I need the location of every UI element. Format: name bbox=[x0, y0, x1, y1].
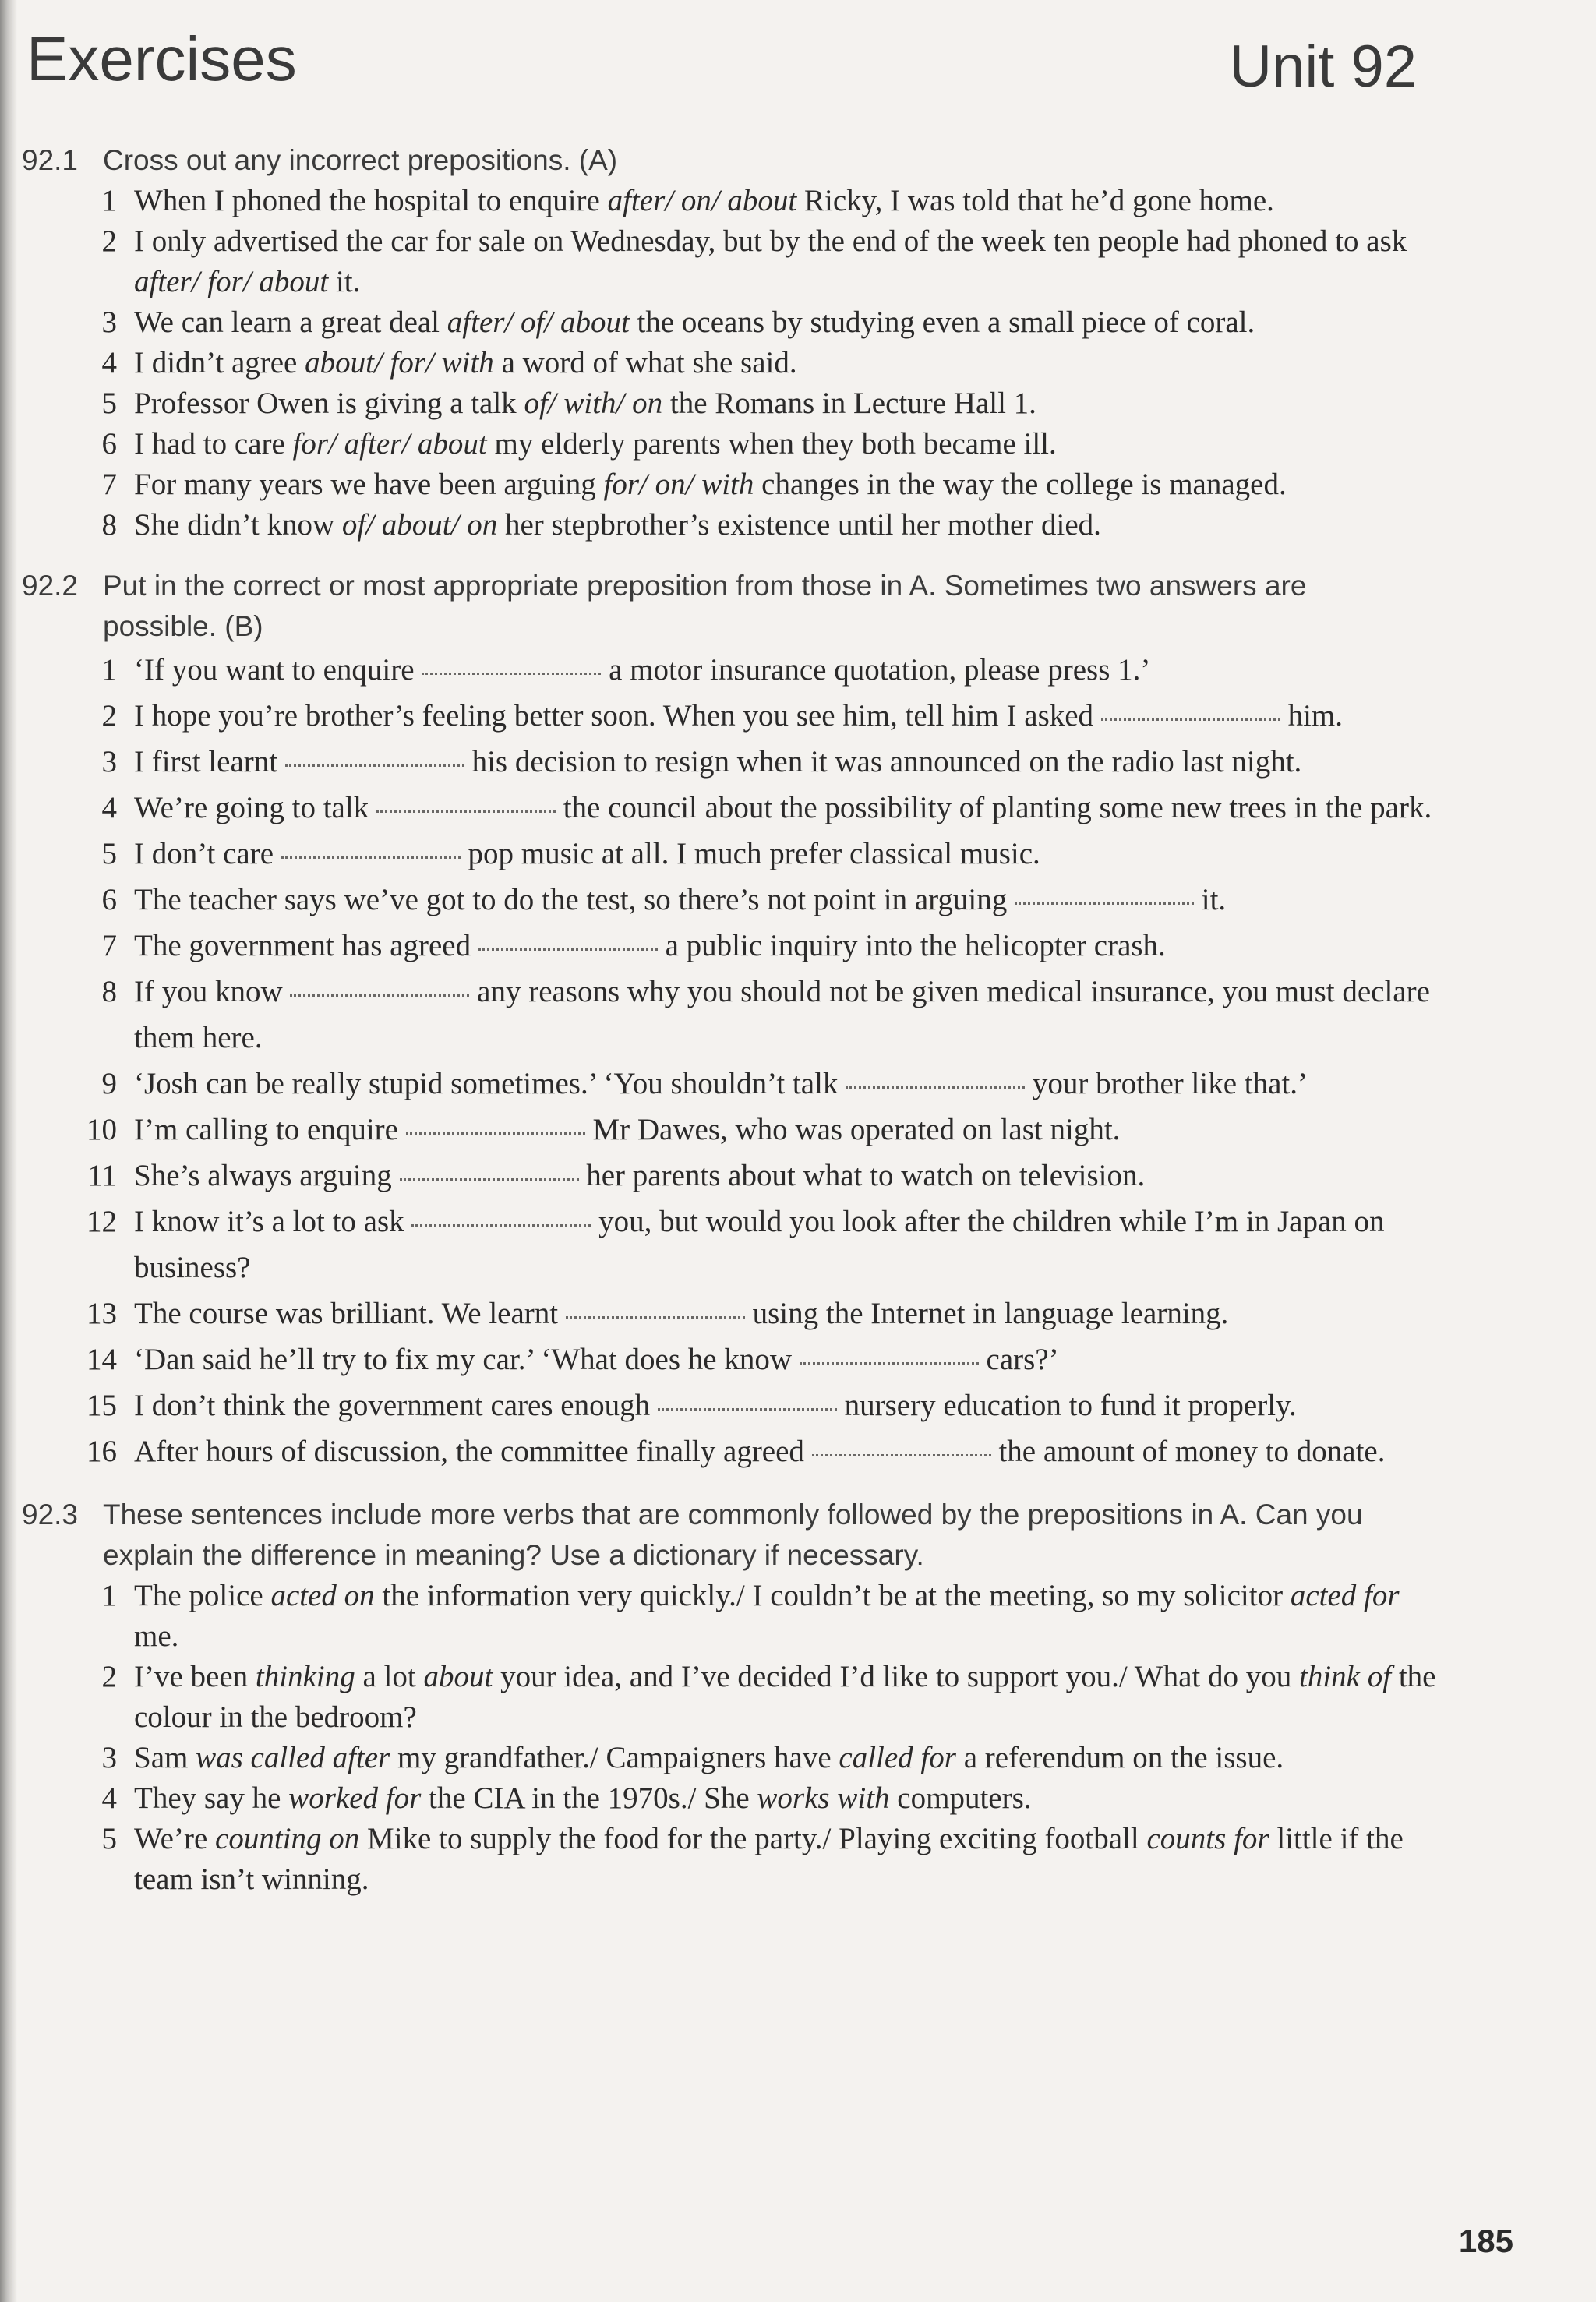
answer-blank[interactable] bbox=[846, 1086, 1025, 1089]
item-text: I’m calling to enquire Mr Dawes, who was operated on last night. bbox=[134, 1113, 1121, 1146]
answer-blank[interactable] bbox=[290, 994, 469, 997]
exercise-item bbox=[0, 739, 1481, 785]
exercise-instruction: Cross out any incorrect prepositions. (A) bbox=[103, 144, 618, 176]
item-number: 8 bbox=[101, 508, 117, 542]
exercise-heading bbox=[0, 140, 1481, 181]
item-text: Professor Owen is giving a talk of/ with/ on the Romans in Lecture Hall 1. bbox=[134, 387, 1036, 420]
exercise-item bbox=[0, 1382, 1481, 1428]
exercise-item bbox=[0, 1061, 1481, 1107]
item-text: I’ve been thinking a lot about your idea, and I’ve decided I’d like to support you./ What do you think of the colour in the bedroom? bbox=[134, 1660, 1436, 1734]
item-text: They say he worked for the CIA in the 1970s./ She works with computers. bbox=[134, 1781, 1032, 1815]
exercise-item bbox=[0, 343, 1481, 383]
exercise-item bbox=[0, 302, 1481, 343]
item-text: I don’t think the government cares enough nursery education to fund it properly. bbox=[134, 1389, 1297, 1422]
item-number: 13 bbox=[87, 1297, 117, 1330]
exercise-heading bbox=[0, 1495, 1481, 1576]
item-number: 7 bbox=[101, 929, 117, 962]
item-number: 5 bbox=[101, 387, 117, 420]
item-number: 9 bbox=[101, 1067, 117, 1100]
item-number: 16 bbox=[87, 1435, 117, 1468]
exercise-item bbox=[0, 505, 1481, 545]
exercise-items bbox=[0, 1576, 1481, 1900]
answer-blank[interactable] bbox=[478, 948, 658, 951]
item-text: ‘Josh can be really stupid sometimes.’ ‘You shouldn’t talk your brother like that.’ bbox=[134, 1067, 1308, 1100]
answer-blank[interactable] bbox=[400, 1177, 579, 1181]
italic-phrase: after/ for/ about bbox=[134, 265, 329, 298]
item-text: The government has agreed a public inquiry into the helicopter crash. bbox=[134, 929, 1166, 962]
exercise-item bbox=[0, 424, 1481, 464]
exercise-instruction: Put in the correct or most appropriate preposition from those in A. Sometimes two answers are possible. (B) bbox=[103, 570, 1307, 642]
item-text: She’s always arguing her parents about what to watch on television. bbox=[134, 1159, 1146, 1192]
answer-blank[interactable] bbox=[281, 856, 461, 859]
italic-phrase: after/ of/ about bbox=[447, 305, 630, 339]
item-text: After hours of discussion, the committee finally agreed the amount of money to donate. bbox=[134, 1435, 1386, 1468]
item-text: I only advertised the car for sale on Wednesday, but by the end of the week ten people had phoned to ask after/ for/ about it. bbox=[134, 224, 1407, 298]
italic-phrase: was called after bbox=[196, 1741, 390, 1774]
answer-blank[interactable] bbox=[376, 810, 556, 813]
page-number: 185 bbox=[1458, 2223, 1513, 2259]
item-text: We can learn a great deal after/ of/ about the oceans by studying even a small piece of coral. bbox=[134, 305, 1255, 339]
page-header bbox=[0, 0, 1596, 109]
exercise-item bbox=[0, 1778, 1481, 1819]
answer-blank[interactable] bbox=[658, 1407, 837, 1411]
exercise-item bbox=[0, 1576, 1481, 1657]
exercise-92-3 bbox=[0, 1495, 1481, 1900]
exercise-item bbox=[0, 1199, 1481, 1290]
italic-phrase: called for bbox=[839, 1741, 956, 1774]
exercise-item bbox=[0, 693, 1481, 739]
italic-phrase: for/ on/ with bbox=[603, 468, 754, 501]
item-text: The teacher says we’ve got to do the test, so there’s not point in arguing it. bbox=[134, 883, 1227, 916]
exercise-number: 92.2 bbox=[22, 570, 79, 602]
item-number: 8 bbox=[101, 975, 117, 1008]
item-text: For many years we have been arguing for/ on/ with changes in the way the college is managed. bbox=[134, 468, 1287, 501]
italic-phrase: of/ with/ on bbox=[524, 387, 663, 420]
exercise-item bbox=[0, 1657, 1481, 1738]
item-text: ‘Dan said he’ll try to fix my car.’ ‘What does he know cars?’ bbox=[134, 1343, 1059, 1376]
exercise-item bbox=[0, 221, 1481, 302]
item-text: When I phoned the hospital to enquire after/ on/ about Ricky, I was told that he’d gone home. bbox=[134, 184, 1274, 217]
italic-phrase: after/ on/ about bbox=[607, 184, 797, 217]
item-number: 3 bbox=[101, 745, 117, 779]
item-text: Sam was called after my grandfather./ Campaigners have called for a referendum on the issue. bbox=[134, 1741, 1284, 1774]
exercise-content bbox=[0, 140, 1481, 1920]
italic-phrase: acted for bbox=[1290, 1579, 1400, 1612]
item-number: 7 bbox=[101, 468, 117, 501]
item-number: 3 bbox=[101, 305, 117, 339]
exercise-items bbox=[0, 181, 1481, 545]
answer-blank[interactable] bbox=[1015, 902, 1194, 905]
item-number: 12 bbox=[87, 1205, 117, 1238]
italic-phrase: worked for bbox=[288, 1781, 422, 1815]
item-number: 2 bbox=[101, 224, 117, 258]
answer-blank[interactable] bbox=[800, 1361, 979, 1365]
italic-phrase: of/ about/ on bbox=[341, 508, 498, 542]
item-number: 6 bbox=[101, 427, 117, 461]
answer-blank[interactable] bbox=[1101, 718, 1280, 721]
exercise-92-1 bbox=[0, 140, 1481, 545]
exercise-item bbox=[0, 1290, 1481, 1336]
item-number: 4 bbox=[101, 791, 117, 824]
item-number: 10 bbox=[87, 1113, 117, 1146]
exercise-item bbox=[0, 647, 1481, 693]
item-number: 4 bbox=[101, 346, 117, 380]
exercise-items bbox=[0, 647, 1481, 1474]
unit-label: Unit 92 bbox=[1229, 34, 1417, 100]
italic-phrase: counting on bbox=[215, 1822, 360, 1855]
exercise-item bbox=[0, 464, 1481, 505]
exercise-item bbox=[0, 785, 1481, 831]
item-text: The course was brilliant. We learnt using the Internet in language learning. bbox=[134, 1297, 1229, 1330]
exercise-heading bbox=[0, 566, 1481, 647]
item-text: She didn’t know of/ about/ on her stepbrother’s existence until her mother died. bbox=[134, 508, 1101, 542]
answer-blank[interactable] bbox=[422, 672, 601, 675]
item-text: If you know any reasons why you should not be given medical insurance, you must declare them here. bbox=[134, 975, 1430, 1054]
exercise-item bbox=[0, 831, 1481, 877]
item-number: 1 bbox=[101, 1579, 117, 1612]
italic-phrase: for/ after/ about bbox=[292, 427, 487, 461]
item-text: I don’t care pop music at all. I much prefer classical music. bbox=[134, 837, 1040, 870]
item-text: I first learnt his decision to resign when it was announced on the radio last night. bbox=[134, 745, 1302, 779]
exercise-item bbox=[0, 1153, 1481, 1199]
item-number: 5 bbox=[101, 1822, 117, 1855]
exercise-item bbox=[0, 1819, 1481, 1900]
exercise-item bbox=[0, 1336, 1481, 1382]
answer-blank[interactable] bbox=[566, 1315, 745, 1319]
exercise-item bbox=[0, 969, 1481, 1061]
exercise-item bbox=[0, 383, 1481, 424]
answer-blank[interactable] bbox=[285, 764, 464, 767]
answer-blank[interactable] bbox=[406, 1132, 585, 1135]
exercise-item bbox=[0, 877, 1481, 923]
item-number: 14 bbox=[87, 1343, 117, 1376]
exercise-instruction: These sentences include more verbs that are commonly followed by the prepositions in A. Can you explain the difference in meaning? Use a dictionary if necessary. bbox=[103, 1499, 1363, 1571]
item-number: 1 bbox=[101, 184, 117, 217]
page-title: Exercises bbox=[26, 24, 297, 94]
item-number: 6 bbox=[101, 883, 117, 916]
exercise-item bbox=[0, 181, 1481, 221]
item-text: I hope you’re brother’s feeling better soon. When you see him, tell him I asked him. bbox=[134, 699, 1343, 733]
italic-phrase: counts for bbox=[1146, 1822, 1269, 1855]
item-text: ‘If you want to enquire a motor insurance quotation, please press 1.’ bbox=[134, 653, 1151, 687]
italic-phrase: thinking bbox=[255, 1660, 355, 1693]
item-text: I had to care for/ after/ about my elderly parents when they both became ill. bbox=[134, 427, 1057, 461]
italic-phrase: think of bbox=[1299, 1660, 1392, 1693]
exercise-number: 92.1 bbox=[22, 144, 79, 176]
item-number: 11 bbox=[87, 1159, 117, 1192]
item-number: 5 bbox=[101, 837, 117, 870]
exercise-92-2 bbox=[0, 566, 1481, 1474]
item-text: I didn’t agree about/ for/ with a word of what she said. bbox=[134, 346, 797, 380]
item-text: I know it’s a lot to ask you, but would you look after the children while I’m in Japan on business? bbox=[134, 1205, 1385, 1284]
item-number: 2 bbox=[101, 1660, 117, 1693]
item-number: 1 bbox=[101, 653, 117, 687]
exercise-item bbox=[0, 1738, 1481, 1778]
italic-phrase: about/ for/ with bbox=[305, 346, 494, 380]
item-text: The police acted on the information very quickly./ I couldn’t be at the meeting, so my solicitor acted for me. bbox=[134, 1579, 1400, 1653]
italic-phrase: works with bbox=[757, 1781, 890, 1815]
exercise-item bbox=[0, 923, 1481, 969]
item-text: We’re going to talk the council about the possibility of planting some new trees in the park. bbox=[134, 791, 1432, 824]
exercise-number: 92.3 bbox=[22, 1499, 79, 1531]
exercise-item bbox=[0, 1428, 1481, 1474]
exercise-item bbox=[0, 1107, 1481, 1153]
item-number: 15 bbox=[87, 1389, 117, 1422]
item-text: We’re counting on Mike to supply the food for the party./ Playing exciting football counts for little if the team isn’t winning. bbox=[134, 1822, 1404, 1896]
answer-blank[interactable] bbox=[411, 1223, 591, 1227]
item-number: 2 bbox=[101, 699, 117, 733]
item-number: 4 bbox=[101, 1781, 117, 1815]
italic-phrase: acted on bbox=[270, 1579, 375, 1612]
italic-phrase: about bbox=[423, 1660, 493, 1693]
answer-blank[interactable] bbox=[812, 1453, 991, 1456]
item-number: 3 bbox=[101, 1741, 117, 1774]
